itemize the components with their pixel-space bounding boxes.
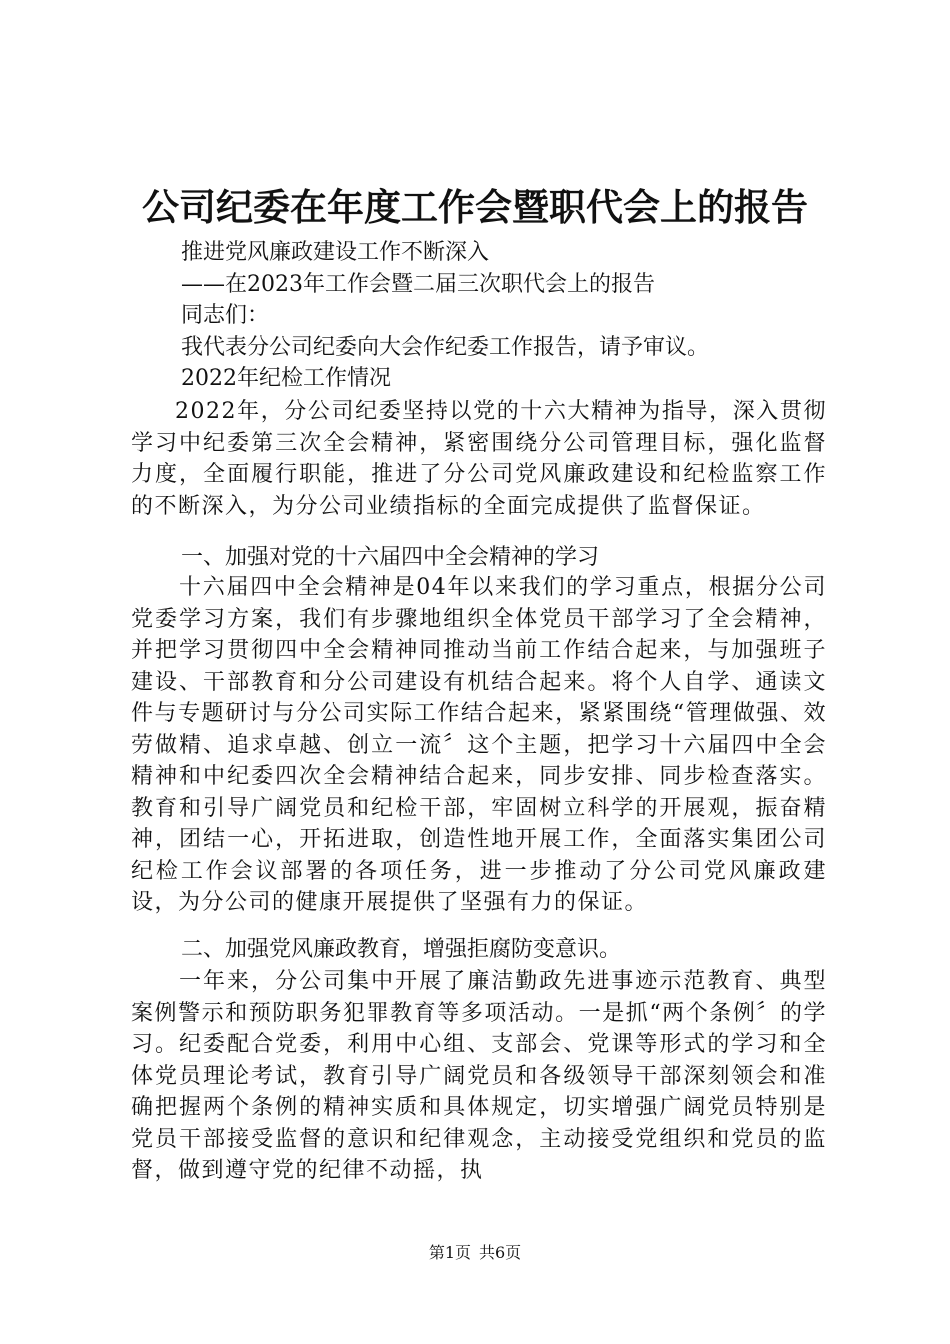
salutation: 同志们： [181,303,270,328]
subtitle-report: ——在2023年工作会暨二届三次职代会上的报告 [181,272,655,297]
intro-paragraph: 我代表分公司纪委向大会作纪委工作报告，请予审议。 [181,335,710,360]
page-footer [0,1242,950,1264]
subtitle: 推进党风廉政建设工作不断深入 [181,240,490,265]
page-total: 共6页 [479,1243,522,1262]
document-title: 公司纪委在年度工作会暨职代会上的报告 [142,185,808,229]
paragraph-education: 一年来，分公司集中开展了廉洁勤政先进事迹示范教育、典型案例警示和预防职务犯罪教育等多项活动。一是抓“两个条例〞的学习。纪委配合党委，利用中心组、支部会、党课等形式的学习和全体党员理论考试，教育引导广阔党员和各级领导干部深刻领会和准确把握两个条例的精神实质和具体规定，切实增强广阔党员特别是党员干部接受监督的意识和纪律观念，主动接受党组织和党员的监督，做到遵守党的纪律不动摇，执 [131,969,827,1183]
paragraph-study: 十六届四中全会精神是04年以来我们的学习重点，根据分公司党委学习方案，我们有步骤地组织全体党员干部学习了全会精神，并把学习贯彻四中全会精神同推动当前工作结合起来，与加强班子建设、干部教育和分公司建设有机结合起来。将个人自学、通读文件与专题研讨与分公司实际工作结合起来，紧紧围绕“管理做强、效劳做精、追求卓越、创立一流〞这个主题，把学习十六届四中全会精神和中纪委四次全会精神结合起来，同步安排、同步检查落实。教育和引导广阔党员和纪检干部，牢固树立科学的开展观，振奋精神，团结一心，开拓进取，创造性地开展工作，全面落实集团公司纪检工作会议部署的各项任务，进一步推动了分公司党风廉政建设，为分公司的健康开展提供了坚强有力的保证。 [131,575,827,915]
section-title: 2022年纪检工作情况 [181,366,391,391]
page-number: 第1页 [428,1243,471,1262]
heading-study: 一、加强对党的十六届四中全会精神的学习 [181,545,600,570]
paragraph-overview: 2022年，分公司纪委坚持以党的十六大精神为指导，深入贯彻学习中纪委第三次全会精神，紧密围绕分公司管理目标，强化监督力度，全面履行职能，推进了分公司党风廉政建设和纪检监察工作的不断深入，为分公司业绩指标的全面完成提供了监督保证。 [131,399,827,519]
heading-education: 二、加强党风廉政教育，增强拒腐防变意识。 [181,937,622,962]
